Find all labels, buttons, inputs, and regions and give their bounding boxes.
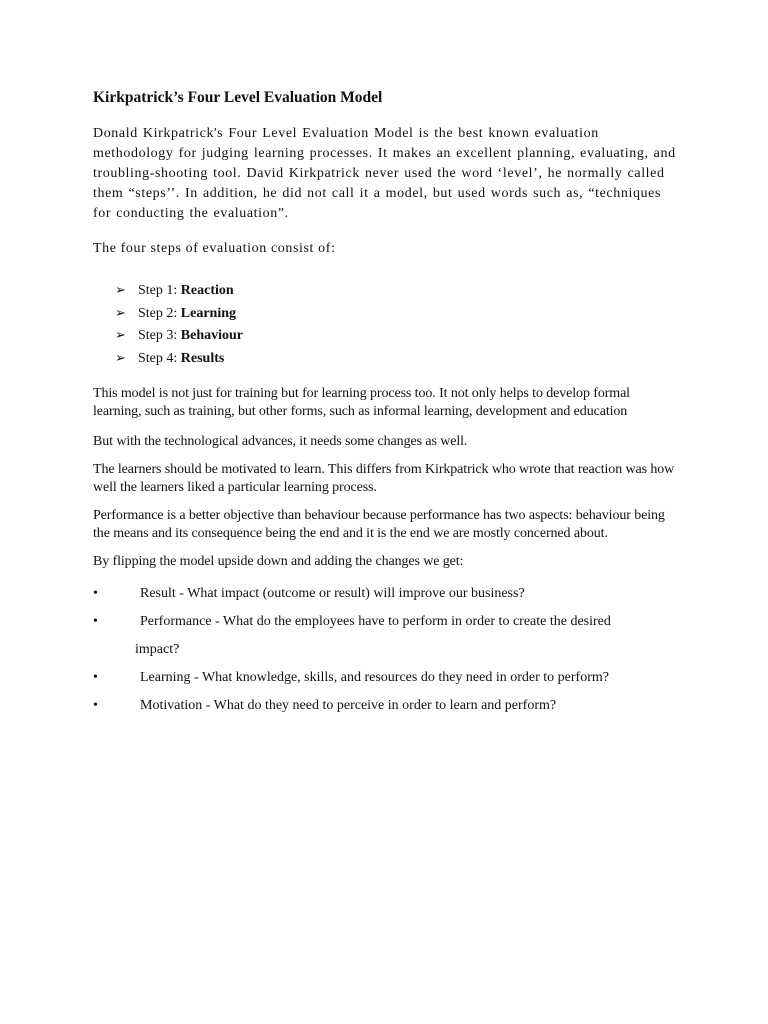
steps-lead-paragraph: The four steps of evaluation consist of: (93, 241, 336, 256)
document-title: Kirkpatrick’s Four Level Evaluation Model (93, 89, 383, 106)
flip-paragraph: By flipping the model upside down and adding the changes we get: (93, 553, 464, 569)
step-name: Results (180, 351, 225, 367)
list-item (93, 608, 678, 664)
step-label: Step 3: (138, 328, 181, 344)
arrow-bullet-icon: ➢ (115, 305, 126, 321)
performance-paragraph: Performance is a better objective than behaviour because performance has two aspects: behaviour being the means and its consequence being the end and it is the end we are mostly concerned about. (93, 507, 665, 541)
bullet-icon: • (93, 613, 98, 629)
list-item (93, 692, 678, 720)
intro-paragraph: Donald Kirkpatrick's Four Level Evaluation Model is the best known evaluation methodology for judging learning processes. It makes an excellent planning, evaluating, and troubling-shooting tool. David Kirkpatrick never used the word ‘level’, he normally called them “steps’’. In addition, he did not call it a model, but used words such as, “techniques for conducting the evaluation”. (93, 126, 676, 221)
step-label: Step 1: (138, 283, 181, 298)
tech-paragraph: But with the technological advances, it needs some changes as well. (93, 433, 468, 449)
arrow-bullet-icon: ➢ (115, 328, 126, 344)
learners-paragraph: The learners should be motivated to learn. This differs from Kirkpatrick who wrote that reaction was how well the learners liked a particular learning process. (93, 461, 675, 495)
list-item (93, 580, 678, 608)
step-item (93, 325, 678, 348)
list-item-text: Motivation - What do they need to perceive in order to learn and perform? (140, 697, 557, 713)
step-item (93, 303, 678, 326)
document-page (93, 86, 678, 720)
arrow-bullet-icon: ➢ (115, 283, 126, 298)
bullet-icon: • (93, 697, 98, 713)
step-item (93, 348, 678, 371)
changes-list (93, 580, 678, 720)
step-item (93, 280, 678, 303)
list-item-text: Result - What impact (outcome or result) will improve our business? (140, 585, 525, 601)
arrow-bullet-icon: ➢ (115, 351, 126, 367)
steps-list (93, 280, 678, 371)
bullet-icon: • (93, 669, 98, 685)
step-name: Learning (180, 305, 237, 321)
model-paragraph: This model is not just for training but for learning process too. It not only helps to develop formal learning, such as training, but other forms, such as informal learning, development and education (93, 385, 630, 419)
list-item-text: Learning - What knowledge, skills, and resources do they need in order to perform? (140, 669, 609, 685)
bullet-icon: • (93, 585, 98, 601)
list-item-text-continuation: impact? (135, 641, 180, 657)
step-label: Step 2: (138, 305, 181, 321)
step-name: Behaviour (180, 328, 244, 344)
step-name: Reaction (180, 283, 234, 298)
list-item-text: Performance - What do the employees have to perform in order to create the desired (140, 613, 611, 629)
list-item (93, 664, 678, 692)
step-label: Step 4: (138, 351, 181, 367)
